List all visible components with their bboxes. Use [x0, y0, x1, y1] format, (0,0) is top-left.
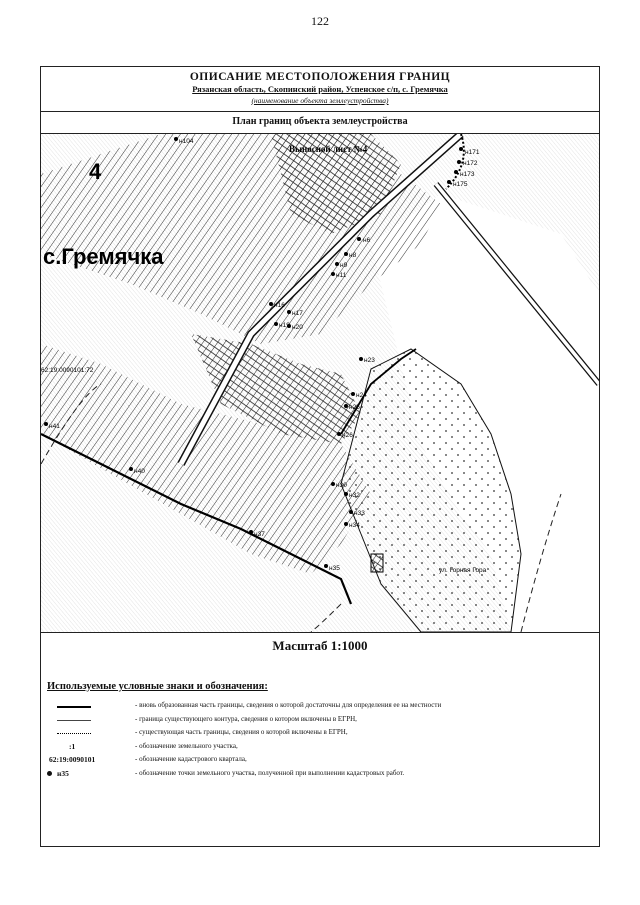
legend-text: - вновь образованная часть границы, сведения о которой достаточны для определения ее на местности — [135, 701, 442, 709]
point-label: н33 — [354, 510, 365, 517]
object-caption: (наименование объекта землеустройства) — [251, 96, 389, 105]
point-label: н172 — [463, 160, 478, 167]
road-label-gora: ул. Горная Гора — [439, 567, 487, 574]
sheet-label: Выносной лист №4 — [289, 144, 368, 154]
point-label: н30 — [336, 482, 347, 489]
cadastral-map — [41, 134, 599, 694]
page-number: 122 — [311, 14, 329, 28]
point-label: н16 — [274, 302, 285, 309]
legend-item — [47, 742, 592, 756]
legend-item — [47, 755, 592, 769]
parcel-label-left: 62:19:0090101:72 — [41, 367, 94, 374]
point-label: н17 — [292, 310, 303, 317]
map-drawing — [41, 134, 599, 632]
plan-title: План границ объекта землеустройства — [41, 111, 599, 134]
legend-item — [47, 715, 592, 729]
point-label: н24 — [356, 392, 367, 399]
legend-item — [47, 769, 592, 783]
legend-text: - существующая часть границы, сведения о которой включены в ЕГРН, — [135, 728, 348, 736]
point-dot-icon — [47, 771, 52, 776]
point-label: н25 — [349, 404, 360, 411]
point-label: н26 — [342, 432, 353, 439]
existing-contour-line-symbol — [57, 720, 91, 721]
legend-text: - обозначение земельного участка, — [135, 741, 238, 750]
point-label: н173 — [460, 171, 475, 178]
point-label: н35 — [329, 565, 340, 572]
point-label: н20 — [292, 324, 303, 331]
map-number-4: 4 — [89, 159, 102, 184]
legend — [47, 701, 592, 782]
legend-text: - обозначение кадастрового квартала, — [135, 755, 247, 763]
location-line: Рязанская область, Скопинский район, Успенское с/п, с. Гремячка — [192, 84, 448, 94]
legend-text: - обозначение точки земельного участка, полученной при выполнении кадастровых работ. — [135, 768, 405, 777]
point-label: н6 — [363, 237, 371, 244]
point-label: н23 — [364, 357, 375, 364]
legend-text: - граница существующего контура, сведения о котором включены в ЕГРН, — [135, 714, 357, 723]
point-label: н11 — [336, 272, 347, 279]
point-label: н34 — [349, 522, 360, 529]
legend-title: Используемые условные знаки и обозначения: — [47, 681, 268, 692]
parcel-symbol: :1 — [69, 741, 76, 751]
point-label: н40 — [134, 468, 145, 475]
cadastral-quarter-symbol: 62:19:0090101 — [49, 755, 96, 764]
point-label: н171 — [465, 149, 480, 156]
point-symbol: н35 — [57, 768, 69, 778]
point-label: н8 — [349, 252, 357, 259]
legend-item — [47, 728, 592, 742]
point-label: н37 — [254, 531, 265, 538]
village-name-label: с.Гремячка — [43, 244, 164, 269]
legend-item — [47, 701, 592, 715]
document-title: ОПИСАНИЕ МЕСТОПОЛОЖЕНИЯ ГРАНИЦ — [189, 71, 451, 83]
point-label: н175 — [453, 181, 468, 188]
existing-boundary-line-symbol — [57, 733, 91, 734]
point-label: н32 — [349, 492, 360, 499]
point-label: н41 — [49, 423, 60, 430]
new-boundary-line-symbol — [57, 706, 91, 708]
scale-label: Масштаб 1:1000 — [41, 632, 599, 659]
point-label: н19 — [279, 322, 290, 329]
document-frame — [40, 66, 600, 847]
header — [41, 67, 599, 112]
point-label: н104 — [179, 138, 194, 145]
point-label: н9 — [340, 262, 348, 269]
